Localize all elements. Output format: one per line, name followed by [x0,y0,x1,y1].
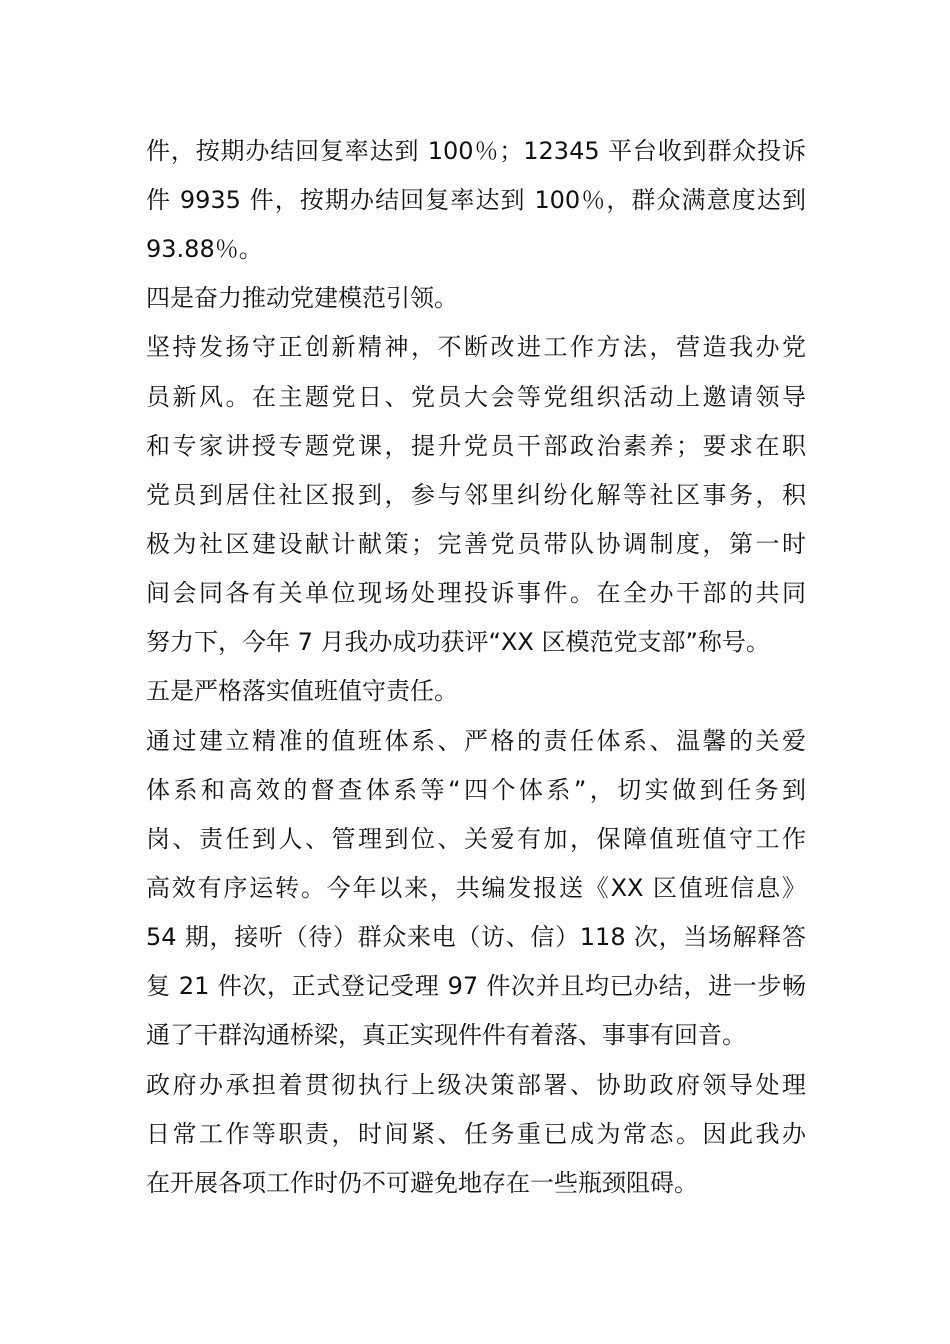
text-line: 通过建立精准的值班体系、严格的责任体系、温馨的关爱 [146,727,806,755]
text-line: 极为社区建设献计献策；完善党员带队协调制度，第一时 [146,530,806,558]
text-line: 和专家讲授专题党课，提升党员干部政治素养；要求在职 [146,432,806,460]
text-line: 间会同各有关单位现场处理投诉事件。在全办干部的共同 [146,579,806,607]
text-line: 在开展各项工作时仍不可避免地存在一些瓶颈阻碍。 [146,1169,698,1197]
text-line: 件，按期办结回复率达到 100％；12345 平台收到群众投诉 [146,137,806,165]
text-line: 努力下，今年 7 月我办成功获评“XX 区模范党支部”称号。 [146,628,770,656]
text-line: 54 期，接听（待）群众来电（访、信）118 次，当场解释答 [146,923,806,951]
text-line: 日常工作等职责，时间紧、任务重已成为常态。因此我办 [146,1120,806,1148]
text-line: 件 9935 件，按期办结回复率达到 100％，群众满意度达到 [146,186,806,214]
text-line: 政府办承担着贯彻执行上级决策部署、协助政府领导处理 [146,1071,806,1099]
text-line: 岗、责任到人、管理到位、关爱有加，保障值班值守工作 [146,825,806,853]
text-line: 体系和高效的督查体系等“四个体系”，切实做到任务到 [146,776,806,804]
text-line: 高效有序运转。今年以来，共编发报送《XX 区值班信息》 [146,874,806,902]
section-heading: 四是奋力推动党建模范引领。 [146,284,458,312]
text-line: 通了干群沟通桥梁，真正实现件件有着落、事事有回音。 [146,1021,746,1049]
text-line: 复 21 件次，正式登记受理 97 件次并且均已办结，进一步畅 [146,972,806,1000]
section-heading: 五是严格落实值班值守责任。 [146,677,458,705]
text-line: 93.88％。 [146,235,263,263]
text-line: 坚持发扬守正创新精神，不断改进工作方法，营造我办党 [146,333,806,361]
text-line: 党员到居住社区报到，参与邻里纠纷化解等社区事务，积 [146,481,806,509]
text-line: 员新风。在主题党日、党员大会等党组织活动上邀请领导 [146,383,806,411]
